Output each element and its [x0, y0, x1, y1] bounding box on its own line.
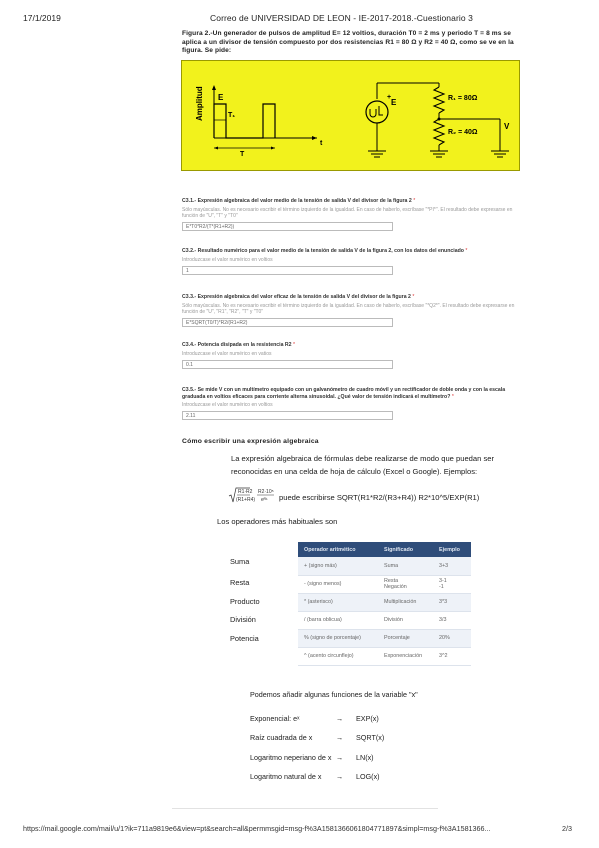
function-syntax: SQRT(x) [356, 733, 385, 742]
operation-label-division: División [230, 615, 256, 624]
function-row-exp [250, 714, 379, 723]
function-row-ln [250, 753, 374, 762]
amplitude-axis-arrow [212, 85, 216, 90]
table-cell: 3^2 [433, 647, 471, 665]
function-label: Raíz cuadrada de x [250, 733, 313, 742]
operators-table [298, 542, 471, 666]
answer-field[interactable]: 0.1 [182, 360, 393, 369]
function-row-log [250, 772, 380, 781]
question-hint: Introduzcase el valor numérico en vatios [182, 350, 272, 357]
pulse-waveform [214, 104, 275, 138]
question-c3-3 [182, 294, 522, 327]
page-number: 2/3 [562, 824, 572, 833]
formula-numerator: R1·R2 [238, 489, 253, 495]
function-label: Logaritmo natural de x [250, 772, 322, 781]
arrow-right-icon: → [336, 753, 344, 762]
source-e-label: E [391, 98, 397, 107]
required-marker: * [293, 342, 296, 348]
function-label: Exponencial: eˣ [250, 714, 300, 723]
table-cell: * (asterisco) [298, 593, 378, 611]
function-syntax: LN(x) [356, 753, 374, 762]
r1-label: R₁ = 80Ω [448, 95, 478, 102]
arrow-right-icon: → [336, 733, 344, 742]
operation-label-product: Producto [230, 597, 260, 606]
resistor-r1 [434, 87, 444, 113]
question-title: C3.2.- Resultado numérico para el valor medio de la tensión de salida V de la figura 2, con los datos del enunciado [182, 248, 464, 254]
answer-field[interactable]: E*T0*R2/(T*(R1+R2)) [182, 222, 393, 231]
table-cell: - (signo menos) [298, 575, 378, 593]
table-row [298, 593, 471, 611]
table-cell: Resta Negación [378, 575, 433, 593]
required-marker: * [412, 294, 415, 300]
question-title: C3.4.- Potencia disipada en la resistencia R2 [182, 342, 292, 348]
table-row [298, 557, 471, 575]
formula-image [228, 487, 278, 505]
answer-field[interactable]: 1 [182, 266, 393, 275]
operation-label-subtraction: Resta [230, 578, 250, 587]
table-cell: % (signo de porcentaje) [298, 629, 378, 647]
source-waveform-glyph [370, 106, 383, 117]
operation-label-power: Potencia [230, 634, 259, 643]
question-hint: Sólo mayúsculas. No es necesario escribir el término izquierdo de la igualdad. En caso de haberlo, escríbase "*Q2*". El resultado debe expresarse en función de "U", "R1", "R2", "T" y "T0" [182, 302, 515, 315]
column-header: Significado [378, 542, 433, 557]
table-header-row [298, 542, 471, 557]
t1-label: T₁ [228, 112, 236, 119]
arrow-right-icon: → [336, 772, 344, 781]
table-cell: 3-1 -1 [433, 575, 471, 593]
question-hint: Sólo mayúsculas. No es necesario escribir el término izquierdo de la igualdad. En caso de haberlo, escríbase "*PI*". El resultado debe expresarse en función de "U", "T" y "T0" [182, 206, 513, 219]
circuit-diagram [182, 61, 521, 172]
table-cell: Multiplicación [378, 593, 433, 611]
print-title: Correo de UNIVERSIDAD DE LEON - IE-2017-2018.-Cuestionario 3 [210, 13, 473, 23]
table-row [298, 629, 471, 647]
function-label: Logaritmo neperiano de x [250, 753, 332, 762]
function-syntax: LOG(x) [356, 772, 380, 781]
required-marker: * [465, 248, 468, 254]
table-row [298, 575, 471, 593]
table-cell: 20% [433, 629, 471, 647]
required-marker: * [451, 393, 454, 400]
resistor-r2 [434, 119, 444, 145]
question-title: C3.5.- Se mide V con un multímetro equipado con un galvanómetro de cuadro móvil y un rectificador de doble onda y con la escala graduada en voltios eficaces para corriente alterna sinusoidal. ¿Qué valor de tensión indicará el multímetro? [182, 387, 506, 400]
function-syntax: EXP(x) [356, 714, 379, 723]
question-hint: Introduzcase el valor numérico en voltios [182, 256, 273, 263]
section-paragraph: La expresión algebraica de fórmulas debe realizarse de modo que puedan ser reconocidas en una celda de hoja de cálculo (Excel o Google). Ejemplos: [231, 454, 494, 476]
time-axis-arrow [312, 136, 317, 140]
formula-text: puede escribirse SQRT(R1*R2/(R3+R4)) R2*10^5/EXP(R1) [279, 493, 480, 502]
question-c3-4 [182, 342, 522, 369]
print-url: https://mail.google.com/mail/u/1?ik=711a9819e6&view=pt&search=all&permmsgid=msg-f%3A1581366061804771897&simpl=msg-f%3A1581366... [23, 824, 491, 833]
question-title: C3.3.- Expresión algebraica del valor eficaz de la tensión de salida V del divisor de la figura 2 [182, 294, 411, 300]
operators-title: Los operadores más habituales son [217, 517, 338, 526]
problem-statement: Figura 2.-Un generador de pulsos de amplitud E= 12 voltios, duración T0 = 2 ms y periodo T = 8 ms se aplica a un divisor de tensión compuesto por dos resistencias R1 = 80 Ω y R2 = 40 Ω, como se ve en la figura. Se pide: [182, 30, 514, 55]
section-heading: Cómo escribir una expresión algebraica [182, 438, 319, 445]
print-date: 17/1/2019 [23, 13, 61, 23]
functions-title: Podemos añadir algunas funciones de la variable "x" [250, 690, 418, 699]
table-row [298, 611, 471, 629]
table-cell: 3*3 [433, 593, 471, 611]
table-cell: 3+3 [433, 557, 471, 575]
question-title: C3.1.- Expresión algebraica del valor medio de la tensión de salida V del divisor de la figura 2 [182, 198, 412, 204]
formula-right-numerator: R2·10⁵ [258, 489, 274, 495]
column-header: Ejemplo [433, 542, 471, 557]
table-cell: + (signo más) [298, 557, 378, 575]
table-cell: ^ (acento circunflejo) [298, 647, 378, 665]
question-c3-2 [182, 248, 522, 275]
required-marker: * [413, 198, 416, 204]
svg-text:+: + [387, 94, 392, 101]
column-header: Operador aritmético [298, 542, 378, 557]
e-label: E [218, 93, 224, 102]
question-c3-1 [182, 198, 522, 231]
period-label: T [240, 151, 245, 158]
function-row-sqrt [250, 733, 385, 742]
source-symbol [366, 101, 388, 123]
table-cell: Exponenciación [378, 647, 433, 665]
table-cell: Porcentaje [378, 629, 433, 647]
table-cell: 3/3 [433, 611, 471, 629]
amplitude-label: Amplitud [195, 86, 204, 121]
table-row [298, 647, 471, 665]
formula-denominator: (R1+R4) [236, 497, 256, 503]
formula-right-denominator: eᴿ¹ [261, 497, 268, 503]
table-cell: Suma [378, 557, 433, 575]
r2-label: R₂ = 40Ω [448, 129, 478, 136]
v-label: V [504, 122, 510, 131]
circuit-figure [181, 60, 520, 171]
question-c3-5 [182, 387, 522, 420]
operation-label-sum: Suma [230, 557, 250, 566]
t-axis-label: t [320, 140, 323, 147]
question-hint: Introduzcase el valor numérico en voltios [182, 402, 273, 408]
answer-field[interactable]: 2.11 [182, 411, 393, 420]
table-cell: / (barra oblicua) [298, 611, 378, 629]
arrow-right-icon: → [336, 714, 344, 723]
answer-field[interactable]: E*SQRT(T0/T)*R2/(R1+R2) [182, 318, 393, 327]
divider [172, 808, 438, 809]
table-cell: División [378, 611, 433, 629]
